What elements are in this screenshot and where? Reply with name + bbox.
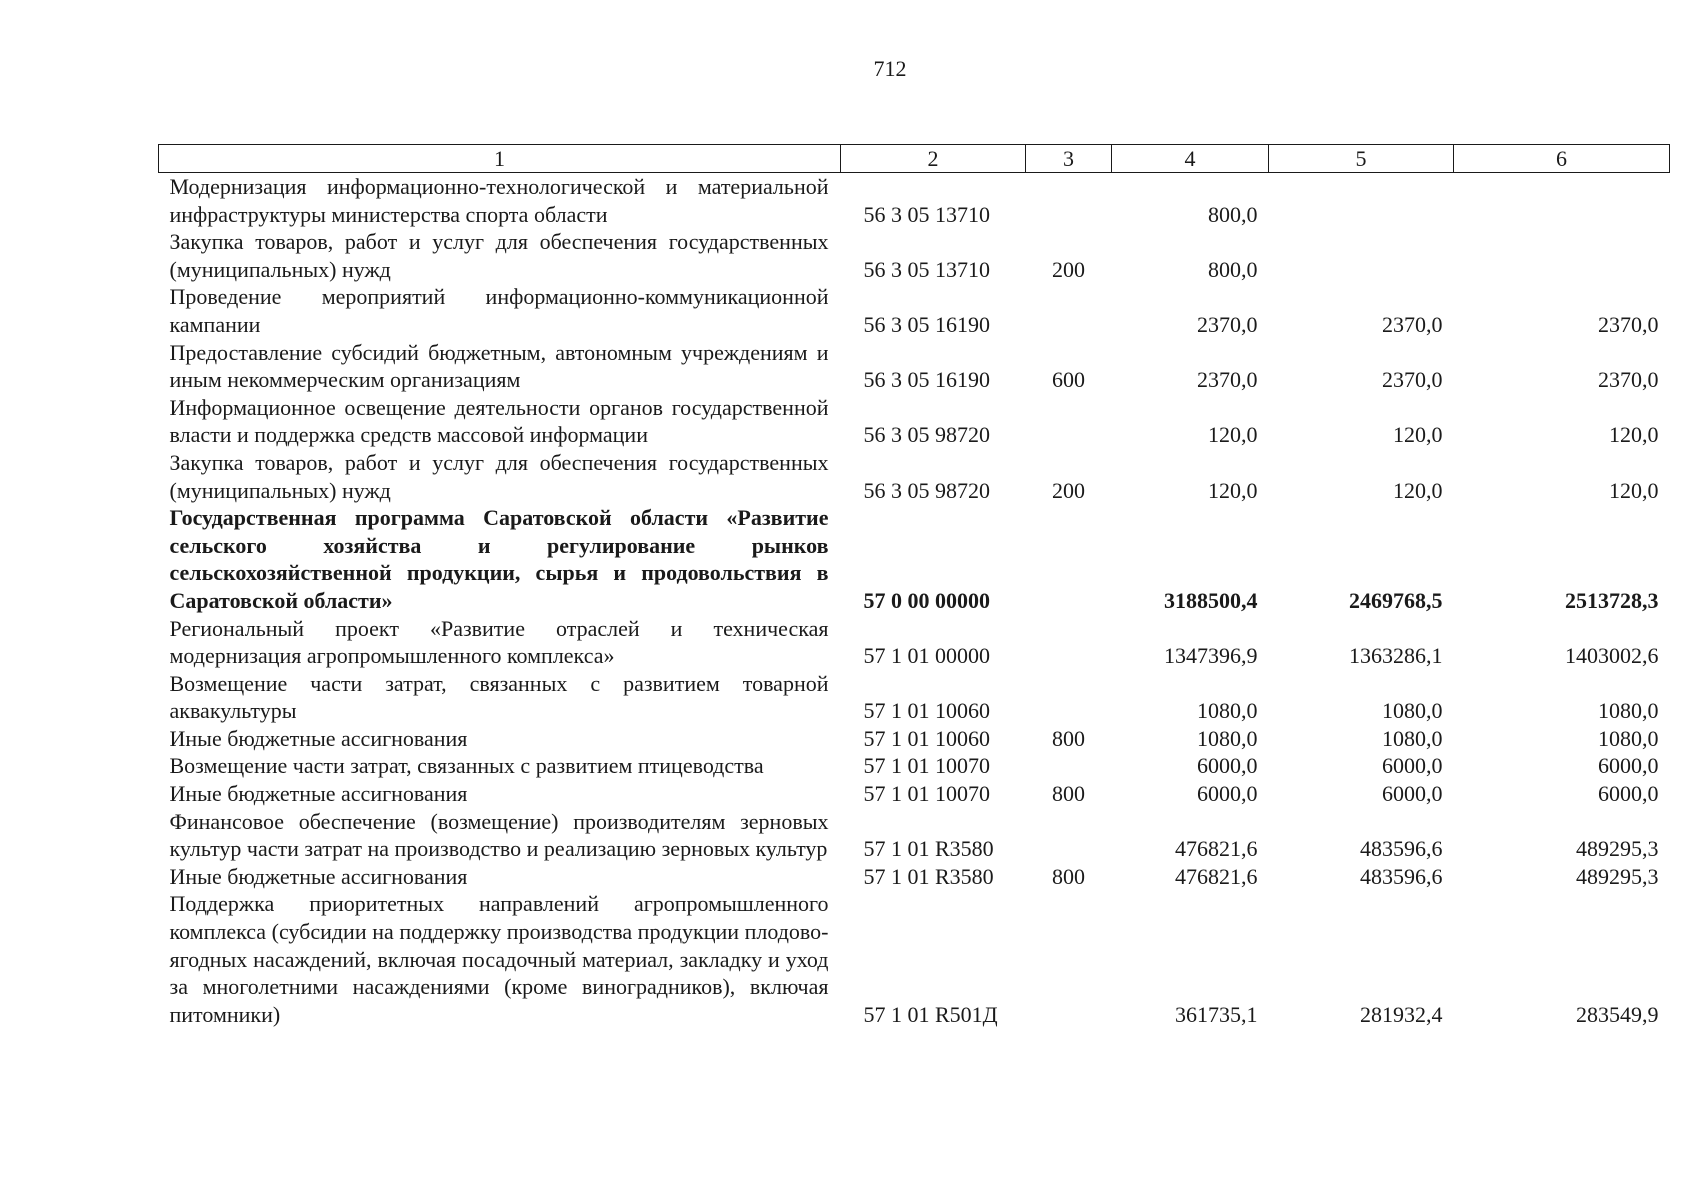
table-row <box>159 808 1670 863</box>
row-value-5: 2469768,5 <box>1349 587 1443 613</box>
row-name: Возмещение части затрат, связанных с развитием птицеводства <box>169 753 764 779</box>
row-name: Модернизация информационно-технологической и материальной инфраструктуры министерства спорта области <box>169 174 829 227</box>
row-value-5: 1363286,1 <box>1349 643 1443 669</box>
row-name: Иные бюджетные ассигнования <box>169 863 468 889</box>
row-value-6: 120,0 <box>1609 477 1659 503</box>
row-value-5: 2370,0 <box>1382 367 1443 393</box>
column-header-2: 2 <box>841 145 1026 173</box>
row-value-5: 2370,0 <box>1382 311 1443 337</box>
row-code: 57 1 01 R3580 <box>863 836 994 862</box>
row-value-5: 483596,6 <box>1360 863 1443 889</box>
row-value-4: 2370,0 <box>1197 367 1258 393</box>
column-header-4: 4 <box>1112 145 1269 173</box>
table-row <box>159 890 1670 1028</box>
row-value-6: 6000,0 <box>1598 753 1659 779</box>
row-value-6: 2370,0 <box>1598 367 1659 393</box>
table-row <box>159 283 1670 338</box>
row-value-4: 476821,6 <box>1175 863 1258 889</box>
row-name: Возмещение части затрат, связанных с развитием товарной аквакультуры <box>169 670 829 724</box>
row-code: 57 1 01 10060 <box>863 725 990 751</box>
table-body <box>159 173 1670 1029</box>
row-code: 57 1 01 R501Д <box>863 1001 998 1027</box>
row-value-4: 120,0 <box>1208 422 1258 448</box>
column-header-5: 5 <box>1269 145 1454 173</box>
table-row <box>159 752 1670 780</box>
table-row <box>159 780 1670 808</box>
column-header-1: 1 <box>159 145 841 173</box>
row-name: Проведение мероприятий информационно-коммуникационной кампании <box>169 284 829 337</box>
table-row <box>159 228 1670 283</box>
row-value-5: 1080,0 <box>1382 725 1443 751</box>
row-name: Поддержка приоритетных направлений агропромышленного комплекса (субсидии на поддержку производства продукции плодово-ягодных насаждений, включая посадочный материал, закладку и уход за многолетними насаждениями (кроме виноградников), включая питомники) <box>169 891 829 1027</box>
row-type <box>1026 173 1112 229</box>
row-value-6 <box>1454 173 1670 229</box>
row-code: 56 3 05 13710 <box>863 256 990 282</box>
row-type <box>1026 504 1112 614</box>
table-row <box>159 670 1670 725</box>
row-value-5: 120,0 <box>1393 477 1443 503</box>
row-value-5 <box>1269 173 1454 229</box>
row-value-5 <box>1269 228 1454 283</box>
table-row <box>159 173 1670 229</box>
row-type <box>1026 752 1112 780</box>
table-row <box>159 725 1670 753</box>
budget-table <box>158 144 1670 1028</box>
table-row <box>159 863 1670 891</box>
row-value-6 <box>1454 228 1670 283</box>
row-code: 56 3 05 13710 <box>863 201 990 227</box>
row-value-6: 1080,0 <box>1598 725 1659 751</box>
row-name: Иные бюджетные ассигнования <box>169 725 468 751</box>
column-header-6: 6 <box>1454 145 1670 173</box>
row-name: Финансовое обеспечение (возмещение) производителям зерновых культур части затрат на производство и реализацию зерновых культур <box>169 808 829 862</box>
row-value-6: 1403002,6 <box>1565 643 1659 669</box>
row-value-4: 1080,0 <box>1197 725 1258 751</box>
row-code: 57 1 01 10070 <box>863 753 990 779</box>
row-value-6: 489295,3 <box>1576 836 1659 862</box>
row-name: Закупка товаров, работ и услуг для обеспечения государственных (муниципальных) нужд <box>169 229 829 282</box>
row-value-6: 6000,0 <box>1598 781 1659 807</box>
row-value-6: 1080,0 <box>1598 698 1659 724</box>
row-value-4: 2370,0 <box>1197 311 1258 337</box>
row-value-5: 1080,0 <box>1382 698 1443 724</box>
row-type <box>1026 615 1112 670</box>
row-value-4: 800,0 <box>1208 201 1258 227</box>
row-type: 800 <box>1052 863 1085 889</box>
row-value-5: 120,0 <box>1393 422 1443 448</box>
row-value-4: 1080,0 <box>1197 698 1258 724</box>
row-code: 57 1 01 10070 <box>863 781 990 807</box>
row-code: 57 1 01 00000 <box>863 643 990 669</box>
row-value-4: 476821,6 <box>1175 836 1258 862</box>
row-value-6: 120,0 <box>1609 422 1659 448</box>
row-type: 200 <box>1052 477 1085 503</box>
row-code: 56 3 05 16190 <box>863 367 990 393</box>
row-value-6: 283549,9 <box>1576 1001 1659 1027</box>
row-code: 57 1 01 10060 <box>863 698 990 724</box>
row-value-6: 2513728,3 <box>1565 587 1659 613</box>
row-value-5: 483596,6 <box>1360 836 1443 862</box>
row-value-4: 3188500,4 <box>1164 587 1258 613</box>
row-value-4: 361735,1 <box>1175 1001 1258 1027</box>
row-type: 800 <box>1052 781 1085 807</box>
row-name: Предоставление субсидий бюджетным, автономным учреждениям и иным некоммерческим организациям <box>169 339 829 393</box>
row-code: 56 3 05 98720 <box>863 477 990 503</box>
row-value-4: 800,0 <box>1208 256 1258 282</box>
row-value-6: 489295,3 <box>1576 863 1659 889</box>
table-row <box>159 504 1670 614</box>
table-row <box>159 615 1670 670</box>
row-type: 200 <box>1052 256 1085 282</box>
row-type <box>1026 283 1112 338</box>
row-value-4: 6000,0 <box>1197 753 1258 779</box>
table-row <box>159 339 1670 394</box>
row-name: Региональный проект «Развитие отраслей и техническая модернизация агропромышленного комплекса» <box>169 615 829 669</box>
row-value-5: 6000,0 <box>1382 753 1443 779</box>
row-name: Информационное освещение деятельности органов государственной власти и поддержка средств массовой информации <box>169 394 829 448</box>
row-name: Государственная программа Саратовской области «Развитие сельского хозяйства и регулирование рынков сельскохозяйственной продукции, сырья и продовольствия в Саратовской области» <box>169 505 829 613</box>
row-value-4: 1347396,9 <box>1164 643 1258 669</box>
row-code: 56 3 05 98720 <box>863 422 990 448</box>
row-type <box>1026 394 1112 449</box>
row-code: 57 0 00 00000 <box>863 587 990 613</box>
row-value-5: 6000,0 <box>1382 781 1443 807</box>
row-type: 800 <box>1052 725 1085 751</box>
row-name: Закупка товаров, работ и услуг для обеспечения государственных (муниципальных) нужд <box>169 449 829 503</box>
row-value-5: 281932,4 <box>1360 1001 1443 1027</box>
row-type <box>1026 890 1112 1028</box>
row-value-6: 2370,0 <box>1598 311 1659 337</box>
row-code: 56 3 05 16190 <box>863 311 990 337</box>
page-number: 712 <box>873 56 907 81</box>
table-row <box>159 394 1670 449</box>
row-type <box>1026 670 1112 725</box>
row-name: Иные бюджетные ассигнования <box>169 781 468 807</box>
row-value-4: 6000,0 <box>1197 781 1258 807</box>
row-code: 57 1 01 R3580 <box>863 863 994 889</box>
row-type: 600 <box>1052 367 1085 393</box>
table-header <box>159 145 1670 173</box>
row-type <box>1026 808 1112 863</box>
table-row <box>159 449 1670 504</box>
row-value-4: 120,0 <box>1208 477 1258 503</box>
column-header-3: 3 <box>1026 145 1112 173</box>
